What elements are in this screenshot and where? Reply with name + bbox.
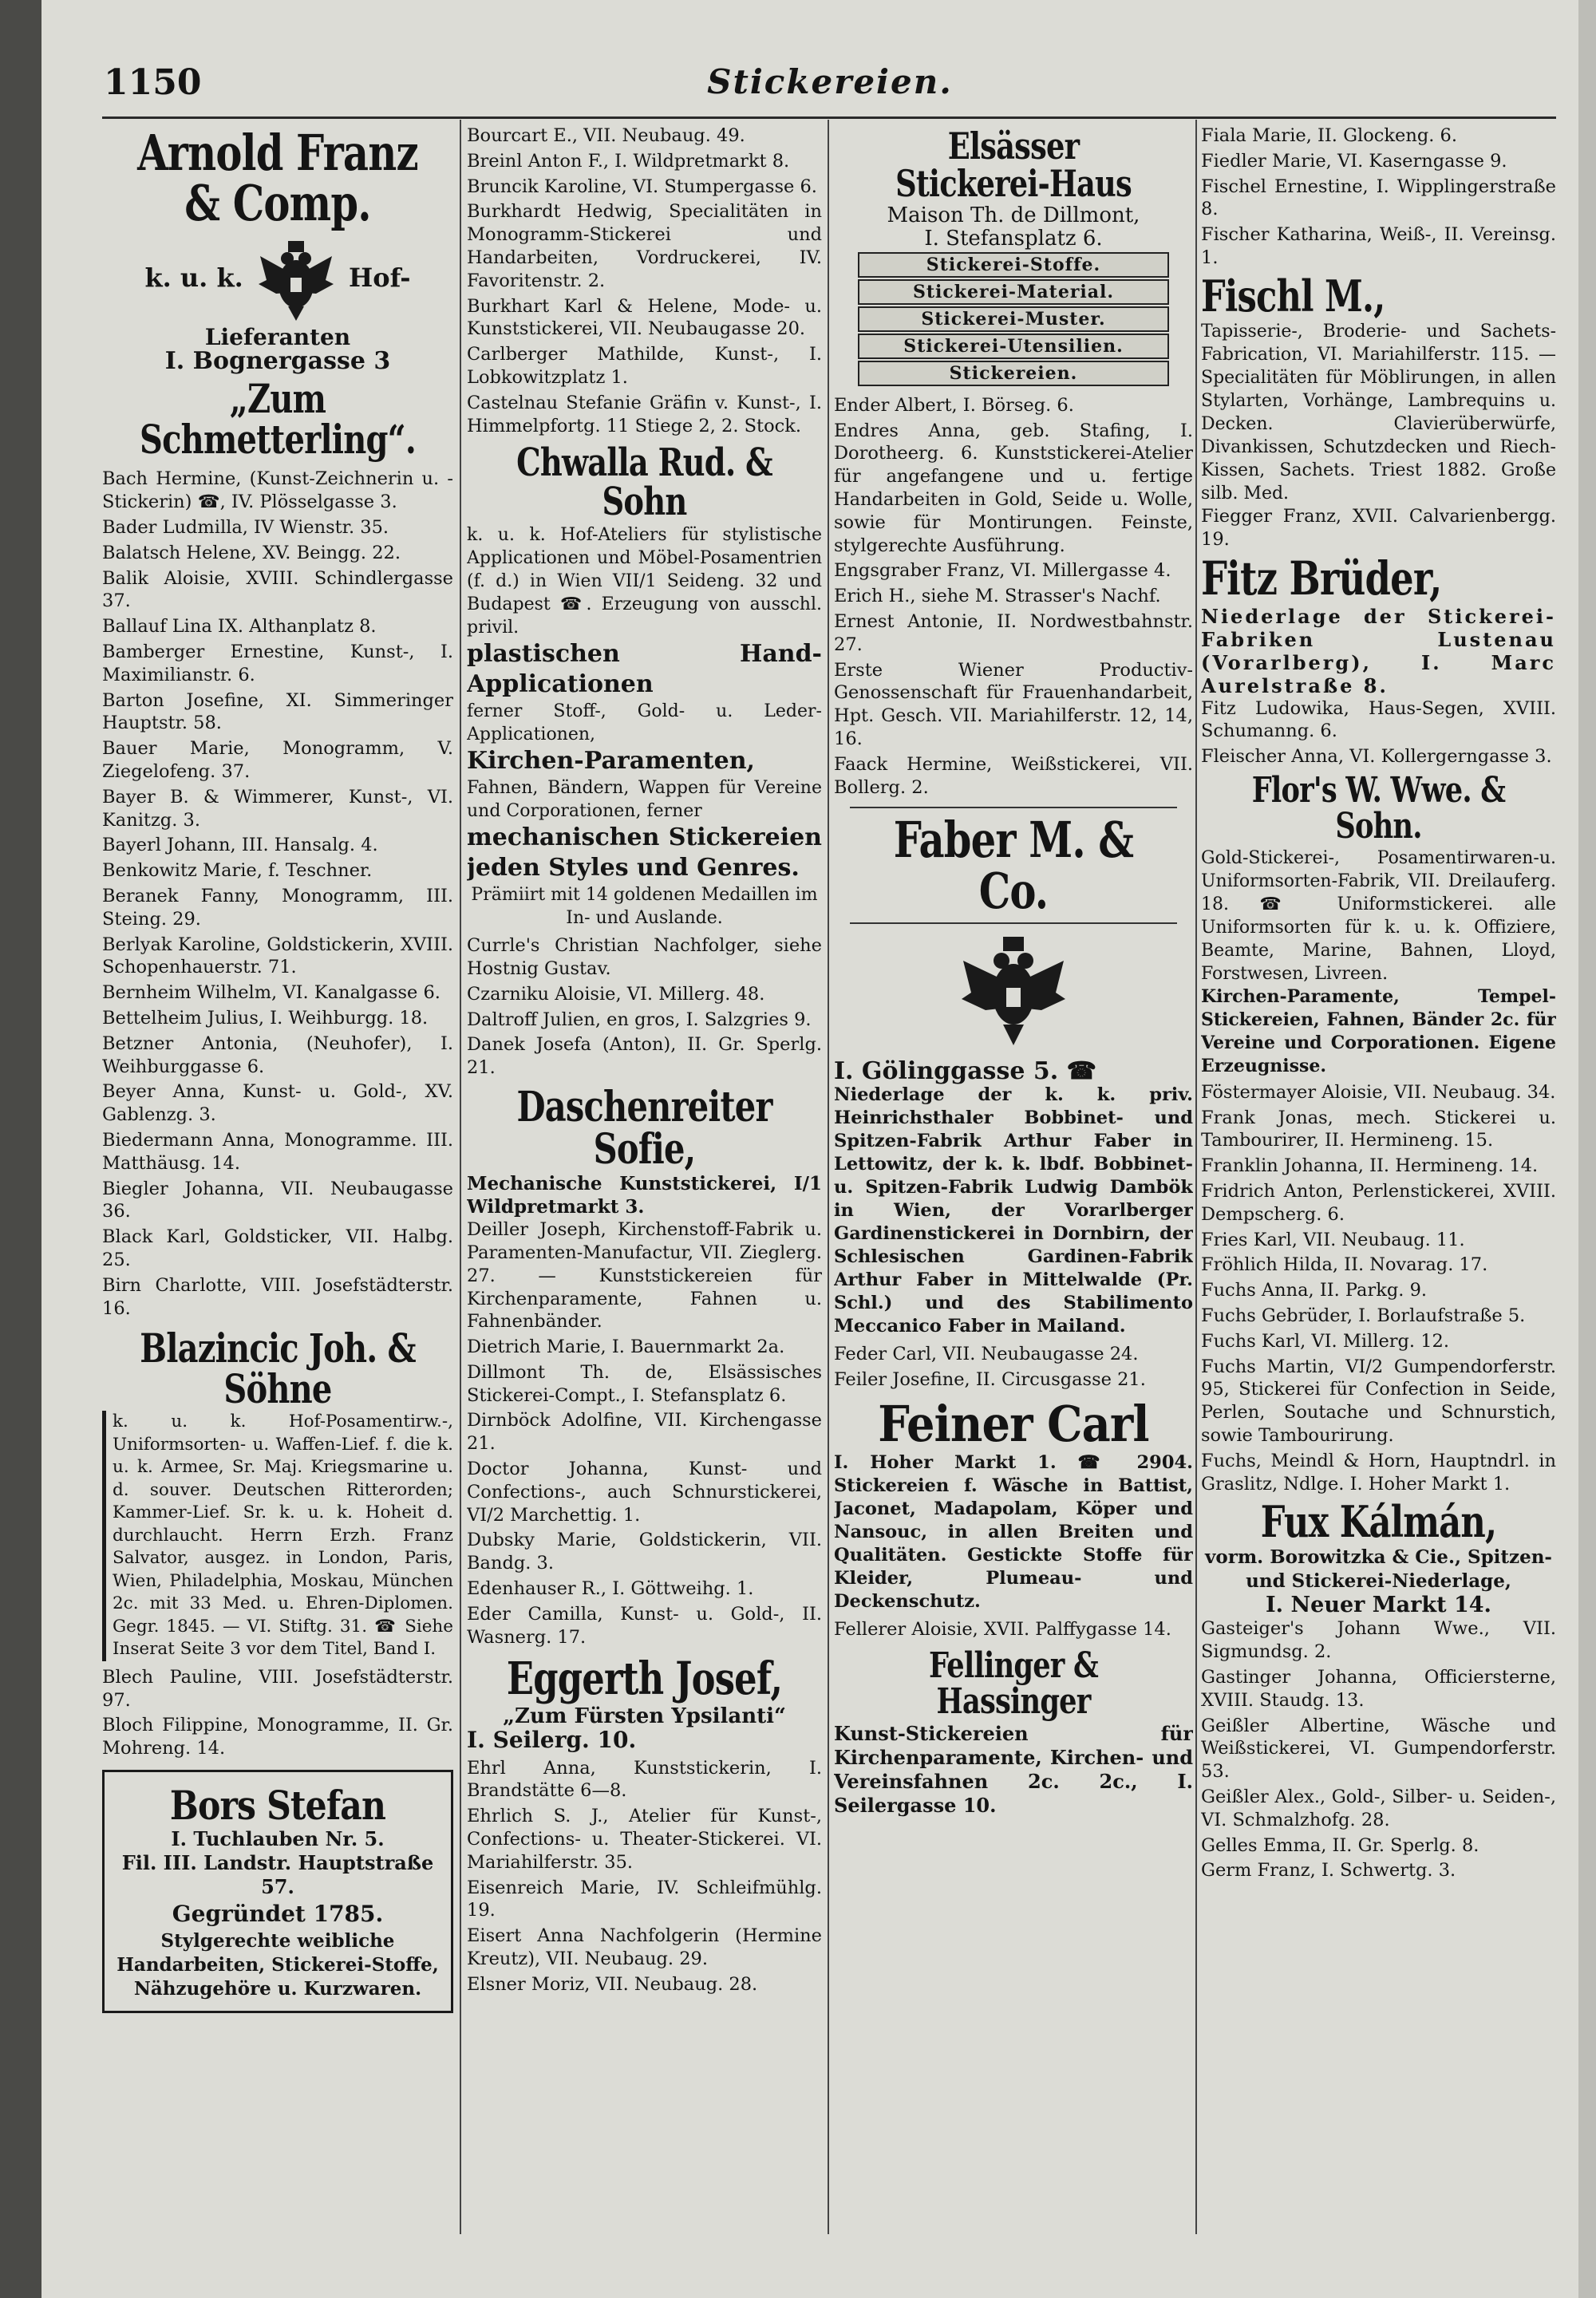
ad-faber-body: Niederlage der k. k. priv. Heinrichsthaler Bobbinet- und Spitzen-Fabrik Arthur Faber in Lettowitz, der k. k. lbdf. Bobbinet- u. Spitzen-Fabrik Ludwig Dambök in Wien, der Vorarlberger Gardinenstickerei in Dornbirn, der Schlesischen Gardinen-Fabrik Arthur Faber in Mittelwalde (Pr. Schl.) und des Stabilimento Meccanico Faber in Mailand. [834, 1084, 1193, 1337]
ad-fischl [1201, 270, 1556, 505]
list-item: Dirnböck Adolfine, VII. Kirchengasse 21. [467, 1410, 822, 1455]
ad-fux-address: I. Neuer Markt 14. [1266, 1593, 1491, 1618]
eagle-emblem-icon [252, 236, 340, 324]
ad-blazincic [102, 1325, 453, 1661]
list-item: Frank Jonas, mech. Stickerei u. Tambourirer, II. Hermineng. 15. [1201, 1107, 1556, 1151]
ad-arnold-address: I. Bognergasse 3 [164, 347, 391, 376]
list-item: Germ Franz, I. Schwertg. 3. [1201, 1860, 1456, 1881]
column-divider [460, 120, 461, 2234]
column-1 [102, 124, 453, 2215]
ad-flor [1201, 770, 1556, 1078]
list-item: Czarniku Aloisie, VI. Millerg. 48. [467, 983, 765, 1005]
list-item: Fleischer Anna, VI. Kollergerngasse 3. [1201, 746, 1552, 768]
list-item: Fiala Marie, II. Glockeng. 6. [1201, 125, 1458, 146]
list-item: Fischel Ernestine, I. Wipplingerstraße 8. [1201, 176, 1556, 220]
ad-daschenreiter [467, 1083, 822, 1218]
ad-fellinger [834, 1645, 1193, 1818]
list-item: Berlyak Karoline, Goldstickerin, XVIII. Schopenhauerstr. 71. [102, 934, 453, 978]
list-item: Fiedler Marie, VI. Kaserngasse 9. [1201, 150, 1507, 172]
ad-chwalla-big2: Kirchen-Paramenten, [467, 747, 755, 776]
list-item: Biedermann Anna, Monogramme. III. Matthäusg. 14. [102, 1129, 453, 1174]
scan-right-edge [1578, 0, 1596, 2298]
ad-elsasser [834, 124, 1193, 386]
list-item: Daltroff Julien, en gros, I. Salzgries 9. [467, 1009, 812, 1030]
list-item: Beranek Fanny, Monogramm, III. Steing. 29. [102, 886, 453, 930]
list-item: Bruncik Karoline, VI. Stumpergasse 6. [467, 176, 817, 197]
list-item: Fridrich Anton, Perlenstickerei, XVIII. Dempscherg. 6. [1201, 1180, 1556, 1225]
ad-flor-bold: Kirchen-Paramente, Tempel-Stickereien, Fahnen, Bänder 2c. für Vereine und Corporationen. Eigene Erzeugnisse. [1201, 985, 1556, 1076]
ad-chwalla-name: Chwalla Rud. & Sohn [516, 440, 772, 525]
page-number: 1150 [104, 62, 202, 103]
ad-faber-emblem [834, 930, 1193, 1053]
list-item: Ballauf Lina IX. Althanplatz 8. [102, 616, 377, 638]
list-item: Burkhardt Hedwig, Specialitäten in Monogramm-Stickerei und Handarbeiten, Vordruckerei, IV. Favoritenstr. 2. [467, 201, 822, 291]
hof-label: Hof- [349, 263, 411, 294]
list-item: Bamberger Ernestine, Kunst-, I. Maximilianstr. 6. [102, 642, 453, 685]
list-item: Bourcart E., VII. Neubaug. 49. [467, 125, 745, 146]
list-item: Carlberger Mathilde, Kunst-, I. Lobkowitzplatz 1. [467, 344, 822, 388]
list-item: Fuchs Anna, II. Parkg. 9. [1201, 1280, 1428, 1301]
ad-bors-name: Bors Stefan [169, 1782, 386, 1830]
column-4 [1201, 124, 1556, 2215]
list-item: Benkowitz Marie, f. Teschner. [102, 860, 373, 882]
list-item: Ender Albert, I. Börseg. 6. [834, 394, 1074, 416]
page-header [104, 62, 1556, 110]
header-rule [102, 116, 1556, 119]
list-item: Edenhauser R., I. Göttweihg. 1. [467, 1578, 754, 1600]
ad-feiner [834, 1395, 1193, 1613]
ad-eggerth-motto: „Zum Fürsten Ypsilanti“ [503, 1704, 786, 1728]
list-item: Endres Anna, geb. Stafing, I. Dorotheerg. 6. Kunststickerei-Atelier für angefangene und u. fertige Handarbeiten in Gold, Seide u. Wolle, sowie für Montirungen. Feinste, stylgerechte Ausführung. [834, 420, 1193, 556]
ad-flor-body: Gold-Stickerei-, Posamentirwaren-u. Uniformsorten-Fabrik, VII. Dreilauferg. 18. ☎ Uniformstickerei. alle Uniformsorten für k. u. k. Offiziere, Beamte, Marine, Bahnen, Lloyd, Forstwesen, Livreen. [1201, 847, 1556, 984]
list-item: Eder Camilla, Kunst- u. Gold-, II. Wasnerg. 17. [467, 1603, 822, 1648]
ad-bors-body: Stylgerechte weibliche Handarbeiten, Stickerei-Stoffe, Nähzugehöre u. Kurzwaren. [117, 1930, 439, 2000]
list-item: Breinl Anton F., I. Wildpretmarkt 8. [467, 150, 790, 172]
list-item: Elsner Moriz, VII. Neubaug. 28. [467, 1973, 758, 1995]
ad-elsasser-name: Elsässer Stickerei-Haus [895, 124, 1132, 205]
list-item: Birn Charlotte, VIII. Josefstädterstr. 16. [102, 1274, 453, 1319]
ad-elsasser-line2: I. Stefansplatz 6. [924, 226, 1103, 251]
ad-fitz-name: Fitz Brüder, [1201, 551, 1442, 606]
ad-daschenreiter-name: Daschenreiter Sofie, [516, 1083, 772, 1175]
ad-feiner-body: I. Hoher Markt 1. ☎ 2904. Stickereien f. Wäsche in Battist, Jaconet, Madapolam, Köper und Nansouc, in allen Breiten und Qualitäten. Gestickte Stoffe für Kleider, Plumeau- und Deckenschutz. [834, 1451, 1193, 1612]
list-item: Dietrich Marie, I. Bauernmarkt 2a. [467, 1337, 785, 1358]
list-item: Blech Pauline, VIII. Josefstädterstr. 97. [102, 1666, 453, 1711]
ad-arnold-lieferanten: Lieferanten [204, 324, 351, 351]
list-item: Geißler Albertine, Wäsche und Weißstickerei, VI. Gumpendorferstr. 53. [1201, 1715, 1556, 1783]
ad-fischl-name: Fischl M., [1201, 270, 1385, 322]
ad-bors-founded: Gegründet 1785. [172, 1901, 384, 1928]
ad-fitz-body: Niederlage der Stickerei-Fabriken Lustenau (Vorarlberg), I. Marc Aurelstraße 8. [1201, 604, 1556, 697]
page-title: Stickereien. [707, 62, 953, 101]
ad-arnold-motto: „Zum Schmetterling“. [140, 375, 416, 464]
ad-arnold [102, 124, 453, 464]
list-item: Dillmont Th. de, Elsässisches Stickerei-Compt., I. Stefansplatz 6. [467, 1361, 822, 1406]
ad-chwalla-body3: Fahnen, Bändern, Wappen für Vereine und Corporationen, ferner [467, 778, 822, 822]
list-item: Fuchs, Meindl & Horn, Hauptndrl. in Graslitz, Ndlge. I. Hoher Markt 1. [1201, 1450, 1556, 1494]
ad-elsasser-banner: Stickerei-Utensilien. [858, 334, 1169, 359]
list-item: Currle's Christian Nachfolger, siehe Hostnig Gustav. [467, 935, 822, 980]
ad-feiner-name: Feiner Carl [878, 1395, 1149, 1454]
list-item: Eisert Anna Nachfolgerin (Hermine Kreutz), VII. Neubaug. 29. [467, 1925, 822, 1969]
list-item: Bloch Filippine, Monogramme, II. Gr. Mohreng. 14. [102, 1715, 453, 1759]
list-item: Fries Karl, VII. Neubaug. 11. [1201, 1229, 1465, 1250]
list-item: Fiegger Franz, XVII. Calvarienbergg. 19. [1201, 505, 1556, 550]
list-item: Deiller Joseph, Kirchenstoff-Fabrik u. Paramenten-Manufactur, VII. Zieglerg. 27. — Kunststickereien für Kirchenparamente, Fahnen u. Fahnenbänder. [467, 1219, 822, 1333]
list-item: Erich H., siehe M. Strasser's Nachf. [834, 586, 1161, 607]
ad-fux [1201, 1496, 1556, 1618]
list-item: Engsgraber Franz, VI. Millergasse 4. [834, 560, 1171, 582]
list-item: Erste Wiener Productiv-Genossenschaft für Frauenhandarbeit, Hpt. Gesch. VII. Mariahilferstr. 12, 14, 16. [834, 659, 1193, 749]
list-item: Fuchs Martin, VI/2 Gumpendorferstr. 95, Stickerei für Confection in Seide, Perlen, Soutache und Schnurstich, sowie Tambourirung. [1201, 1356, 1556, 1446]
list-item: Bauer Marie, Monogramm, V. Ziegelofeng. 37. [102, 738, 453, 783]
column-3 [834, 124, 1193, 2215]
list-item: Fröhlich Hilda, II. Novarag. 17. [1201, 1254, 1488, 1276]
list-item: Feder Carl, VII. Neubaugasse 24. [834, 1343, 1139, 1364]
list-item: Föstermayer Aloisie, VII. Neubaug. 34. [1201, 1081, 1556, 1103]
list-item: Castelnau Stefanie Gräfin v. Kunst-, I. Himmelpfortg. 11 Stiege 2, 2. Stock. [467, 392, 822, 436]
list-item: Fellerer Aloisie, XVII. Palffygasse 14. [834, 1618, 1171, 1640]
ad-fellinger-name: Fellinger & Hassinger [929, 1645, 1098, 1723]
list-item: Fischer Katharina, Weiß-, II. Vereinsg. 1. [1201, 224, 1556, 268]
ad-fitz [1201, 551, 1556, 697]
ad-blazincic-body: k. u. k. Hof-Posamentirw.-, Uniformsorten- u. Waffen-Lief. f. die k. u. k. Armee, Sr. Maj. Kriegsmarine u. d. souver. Deutschen Ritterorden; Kammer-Lief. Sr. k. u. k. Hoheit d. durchlaucht. Herrn Erzh. Franz Salvator, ausgez. in London, Paris, Wien, Philadelphia, Moskau, München 2c. mit 33 Med. u. Ehren-Diplomen. Gegr. 1845. — VI. Stiftg. 31. ☎ Siehe Inserat Seite 3 vor dem Titel, Band I. [102, 1411, 453, 1661]
list-item: Ehrl Anna, Kunststickerin, I. Brandstätte 6—8. [467, 1757, 822, 1802]
ad-daschenreiter-body: Mechanische Kunststickerei, I/1 Wildpretmarkt 3. [467, 1173, 822, 1218]
list-item: Betzner Antonia, (Neuhofer), I. Weihburggasse 6. [102, 1033, 453, 1077]
list-item: Gastinger Johanna, Officiersterne, XVIII. Staudg. 13. [1201, 1666, 1556, 1711]
list-item: Barton Josefine, XI. Simmeringer Hauptstr. 58. [102, 689, 453, 734]
list-item: Balik Aloisie, XVIII. Schindlergasse 37. [102, 567, 453, 612]
scan-left-edge [0, 0, 41, 2298]
ad-blazincic-name: Blazincic Joh. & Söhne [140, 1325, 416, 1413]
list-item: Dubsky Marie, Goldstickerin, VII. Bandg. 3. [467, 1530, 822, 1574]
list-item: Burkhart Karl & Helene, Mode- u. Kunststickerei, VII. Neubaugasse 20. [467, 295, 822, 340]
list-item: Eisenreich Marie, IV. Schleifmühlg. 19. [467, 1877, 822, 1921]
list-item: Danek Josefa (Anton), II. Gr. Sperlg. 21. [467, 1034, 822, 1079]
ad-chwalla [467, 440, 822, 930]
ad-fux-name: Fux Kálmán, [1260, 1496, 1497, 1548]
column-divider [828, 120, 829, 2234]
ad-elsasser-banner: Stickerei-Stoffe. [858, 252, 1169, 278]
list-item: Biegler Johanna, VII. Neubaugasse 36. [102, 1178, 453, 1222]
list-item: Bernheim Wilhelm, VI. Kanalgasse 6. [102, 982, 440, 1004]
list-item: Ernest Antonie, II. Nordwestbahnstr. 27. [834, 610, 1193, 655]
list-item: Black Karl, Goldsticker, VII. Halbg. 25. [102, 1226, 453, 1270]
list-item: Bach Hermine, (Kunst-Zeichnerin u. -Stickerin) ☎, IV. Plösselgasse 3. [102, 468, 453, 513]
list-item: Fuchs Gebrüder, I. Borlaufstraße 5. [1201, 1305, 1526, 1326]
list-item: Faack Hermine, Weißstickerei, VII. Bollerg. 2. [834, 753, 1193, 798]
ad-chwalla-body2: ferner Stoff-, Gold- u. Leder-Applicationen, [467, 701, 822, 745]
list-item: Bettelheim Julius, I. Weihburgg. 18. [102, 1008, 429, 1029]
ad-divider [850, 807, 1177, 808]
column-divider [1195, 120, 1197, 2234]
list-item: Gasteiger's Johann Wwe., VII. Sigmundsg. 2. [1201, 1618, 1556, 1663]
ad-bors-address: I. Tuchlauben Nr. 5. [171, 1827, 385, 1851]
list-item: Doctor Johanna, Kunst- und Confections-, auch Schnurstickerei, VI/2 Marchettig. 1. [467, 1459, 822, 1526]
ad-eggerth-address: I. Seilerg. 10. [467, 1726, 637, 1753]
ad-fischl-body: Tapisserie-, Broderie- und Sachets-Fabrication, VI. Mariahilferstr. 115. — Specialitäten für Möblirungen, in allen Stylarten, Vorhänge, Lambrequins u. Decken. Clavierüberwürfe, Divankissen, Schutzdecken und Riech-Kissen, Sachets. Triest 1882. Große silb. Med. [1201, 321, 1556, 503]
ad-faber [834, 807, 1193, 1337]
ad-faber-address: I. Gölinggasse 5. ☎ [834, 1056, 1096, 1085]
ad-bors-branch: Fil. III. Landstr. Hauptstraße 57. [121, 1851, 434, 1899]
list-item: Franklin Johanna, II. Hermineng. 14. [1201, 1155, 1539, 1177]
ad-elsasser-banner: Stickereien. [858, 361, 1169, 386]
list-item: Fuchs Karl, VI. Millerg. 12. [1201, 1330, 1450, 1352]
list-item: Bader Ludmilla, IV Wienstr. 35. [102, 517, 389, 539]
column-2 [467, 124, 822, 2215]
eagle-emblem-icon [954, 930, 1073, 1050]
ad-chwalla-body1: k. u. k. Hof-Ateliers für stylistische Applicationen und Möbel-Posamentrien (f. d.) in Wien VII/1 Seideng. 32 und Budapest ☎. Erzeugung von ausschl. privil. [467, 525, 822, 638]
list-item: Balatsch Helene, XV. Beingg. 22. [102, 542, 401, 563]
ad-bors [102, 1770, 453, 2013]
list-item: Bayerl Johann, III. Hansalg. 4. [102, 835, 378, 856]
ad-fellinger-body: Kunst-Stickereien für Kirchenparamente, Kirchen- und Vereinsfahnen 2c. 2c., I. Seilergasse 10. [834, 1722, 1193, 1818]
ad-arnold-hof-line [102, 230, 453, 326]
ad-elsasser-banner: Stickerei-Muster. [858, 306, 1169, 332]
ad-chwalla-big3: mechanischen Stickereien jeden Styles und Genres. [467, 823, 822, 882]
ad-fux-body: vorm. Borowitzka & Cie., Spitzen- und Stickerei-Niederlage, [1205, 1546, 1552, 1593]
ad-eggerth [467, 1652, 822, 1753]
list-item: Fitz Ludowika, Haus-Segen, XVIII. Schumanng. 6. [1201, 697, 1556, 742]
ad-elsasser-line1: Maison Th. de Dillmont, [887, 203, 1140, 227]
ad-chwalla-big1: plastischen Hand-Applicationen [467, 640, 822, 699]
ad-eggerth-name: Eggerth Josef, [506, 1652, 783, 1706]
list-item: Feiler Josefine, II. Circusgasse 21. [834, 1368, 1146, 1390]
ad-divider [850, 922, 1177, 924]
list-item: Bayer B. & Wimmerer, Kunst-, VI. Kanitzg. 3. [102, 786, 453, 831]
list-item: Beyer Anna, Kunst- u. Gold-, XV. Gablenzg. 3. [102, 1081, 453, 1126]
ad-faber-name: Faber M. & Co. [893, 811, 1134, 920]
list-item: Gelles Emma, II. Gr. Sperlg. 8. [1201, 1834, 1479, 1856]
ad-elsasser-banner: Stickerei-Material. [858, 279, 1169, 305]
ad-chwalla-body4: Prämiirt mit 14 goldenen Medaillen im In- und Auslande. [471, 885, 818, 929]
list-item: Ehrlich S. J., Atelier für Kunst-, Confections- u. Theater-Stickerei. VI. Mariahilferstr. 35. [467, 1806, 822, 1873]
list-item: Geißler Alex., Gold-, Silber- u. Seiden-, VI. Schmalzhofg. 28. [1201, 1786, 1556, 1830]
kuk-label: k. u. k. [144, 263, 243, 294]
ad-arnold-name: Arnold Franz & Comp. [137, 124, 418, 233]
ad-flor-name: Flor's W. Wwe. & Sohn. [1251, 770, 1506, 847]
